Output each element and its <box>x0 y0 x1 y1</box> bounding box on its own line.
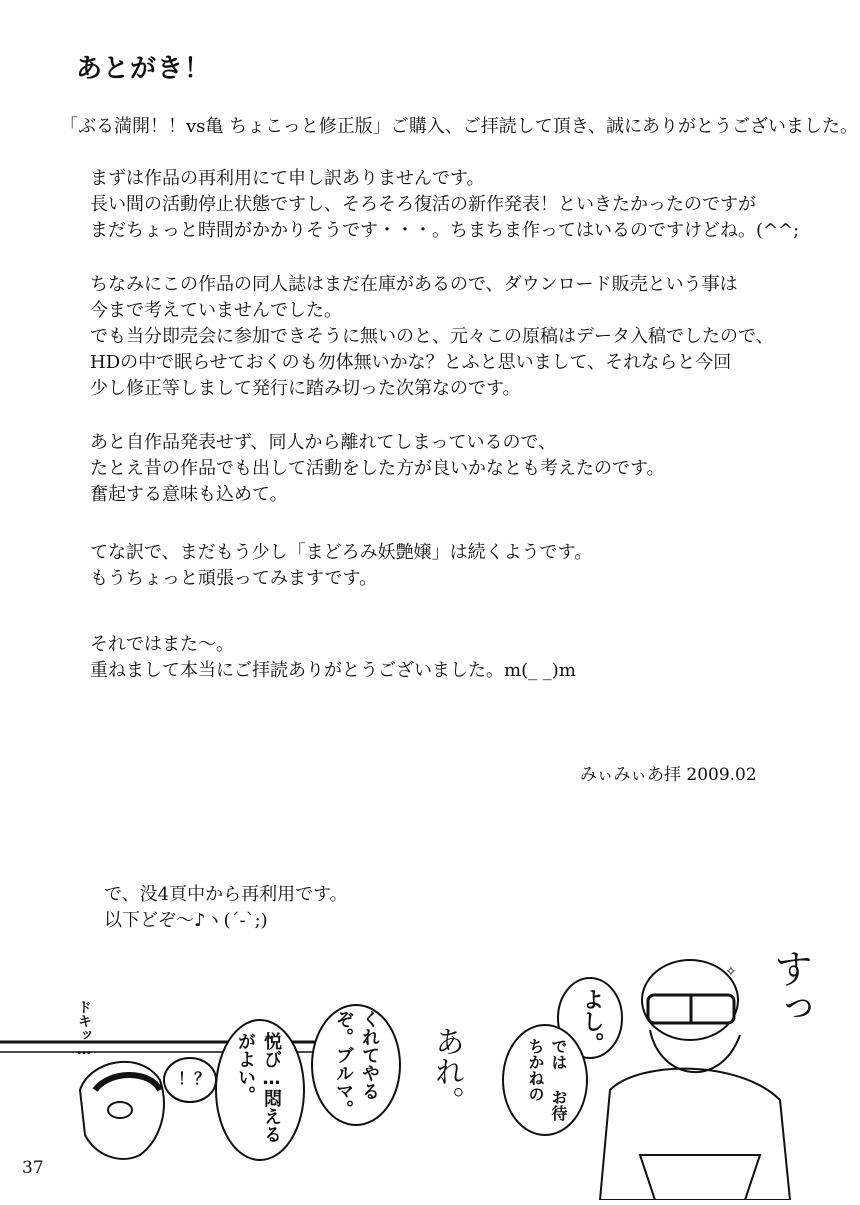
text-line: てな訳で、まだもう少し「まどろみ妖艶嬢」は続くようです。 <box>90 542 593 563</box>
sfx-surprise: ！？ <box>178 1069 211 1088</box>
comic-panel <box>0 940 860 1200</box>
text-line: 少し修正等しまして発行に踏み切った次第なのです。 <box>90 378 521 399</box>
speech-bubble-3: よし。 <box>579 988 604 1054</box>
speech-bubble-2: 悦び…悶えるがよい。 <box>235 1032 282 1143</box>
text-line: 奮起する意味も込めて。 <box>90 484 288 505</box>
text-line: まだちょっと時間がかかりそうです・・・。ちまちま作ってはいるのですけどね。(^^; <box>90 220 800 241</box>
svg-text:✧: ✧ <box>725 964 737 980</box>
paragraph-1 <box>90 166 830 244</box>
page-number: 37 <box>22 1158 44 1178</box>
page-title: あとがき！ <box>76 54 212 84</box>
footnote <box>104 882 348 934</box>
text-line: たとえ昔の作品でも出して活動をした方が良いかなとも考えたのです。 <box>90 458 665 479</box>
paragraph-4 <box>90 540 830 592</box>
text-line: でも当分即売会に参加できそうに無いのと、元々この原稿はデータ入稿でしたので、 <box>90 326 774 347</box>
text-line: ちなみにこの作品の同人誌はまだ在庫があるので、ダウンロード販売という事は <box>90 274 738 295</box>
text-line: 重ねまして本当にご拝読ありがとうございました。m(_ _)m <box>90 660 576 681</box>
text-line: HDの中で眠らせておくのも勿体無いかな？とふと思いまして、それならと今回 <box>90 352 732 373</box>
text-line: で、没4頁中から再利用です。 <box>104 884 348 905</box>
paragraph-3 <box>90 430 830 508</box>
paragraph-2 <box>90 272 830 402</box>
text-line: あと自作品発表せず、同人から離れてしまっているので、 <box>90 432 557 453</box>
signature: みぃみぃあ拝 2009.02 <box>580 765 757 785</box>
speech-bubble-1: くれてやるぞ。ブルマ。 <box>333 1010 380 1118</box>
text-line: 以下どぞ～♪ヽ(´-`;) <box>104 910 268 931</box>
text-line: それではまた～。 <box>90 634 234 655</box>
sfx-dokki: ドキッ… <box>76 1000 92 1058</box>
text-line: まずは作品の再利用にて申し訳ありませんです。 <box>90 168 485 189</box>
text-line: もうちょっと頑張ってみますです。 <box>90 568 378 589</box>
text-line: 長い間の活動停止状態ですし、そろそろ復活の新作発表！といきたかったのですが <box>90 194 756 215</box>
speech-bubble-4: では お待ちかねの <box>526 1038 568 1121</box>
sfx-su: すっ <box>767 948 813 1028</box>
paragraph-5 <box>90 632 830 684</box>
intro-line: 「ぶる満開！！vs亀 ちょこっと修正版」ご購入、ご拝読して頂き、誠にありがとうございました。 <box>60 116 859 137</box>
text-line: 今まで考えていませんでした。 <box>90 300 342 321</box>
sfx-are: あれ。 <box>429 1026 464 1116</box>
